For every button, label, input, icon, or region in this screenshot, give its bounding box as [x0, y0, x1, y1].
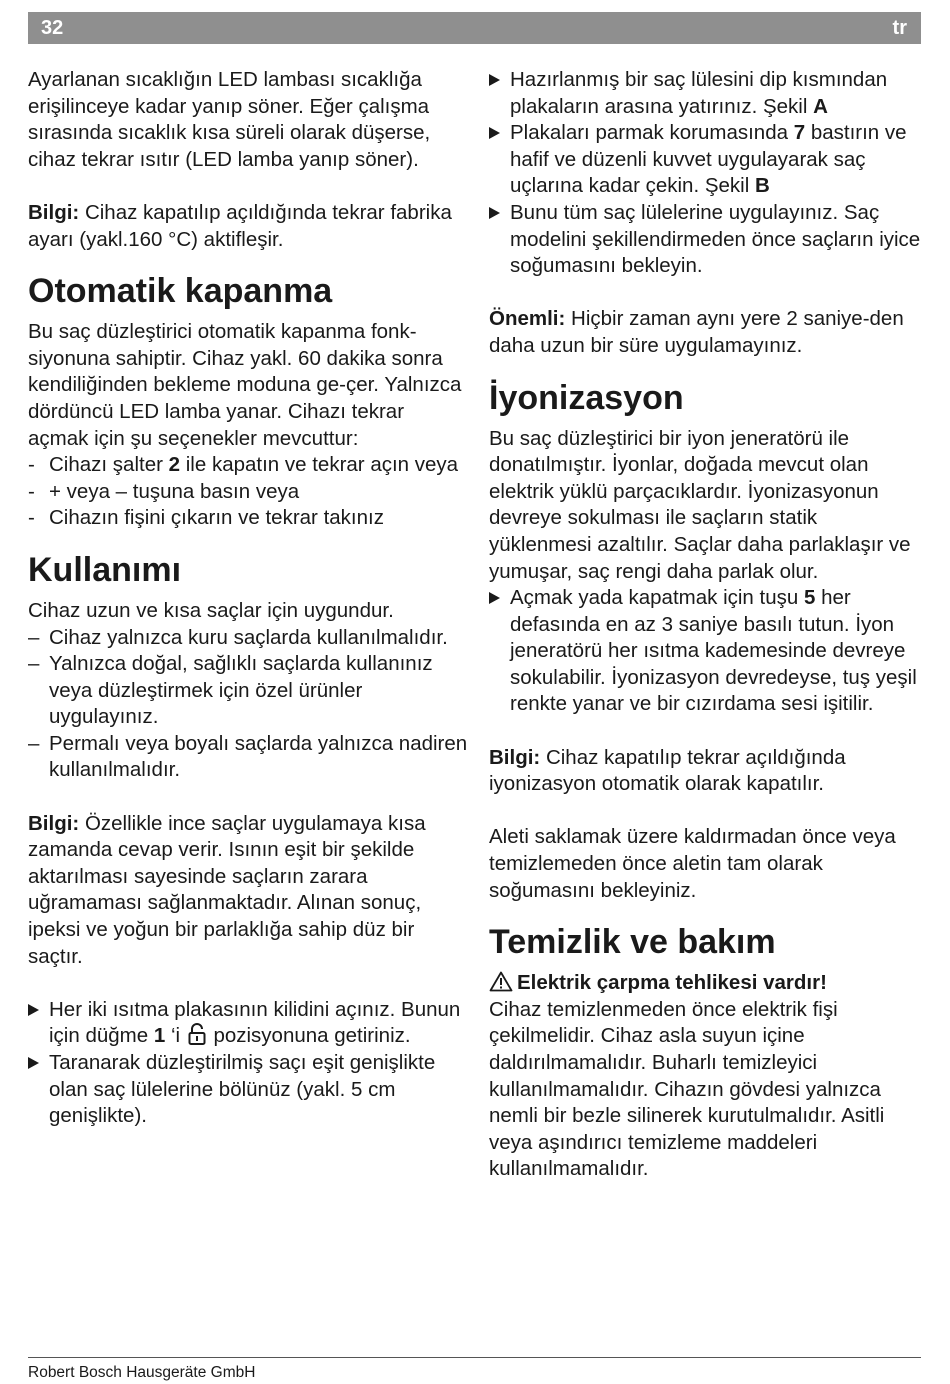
instruction-step	[489, 585, 921, 718]
list-text: Cihaz yalnızca kuru saçlarda kullanılmalıdır.	[49, 625, 448, 649]
step-text: Her iki ısıtma plakasının kilidini açınız. Bunun için düğme	[49, 997, 461, 1048]
triangle-bullet-icon	[489, 207, 500, 219]
list-item	[28, 479, 468, 506]
step-text: Taranarak düzleştirilmiş saçı eşit genişlikte olan saç lülelerine bölünüz (yakl. 5 cm genişlikte).	[49, 1051, 436, 1128]
figure-ref: A	[813, 94, 828, 118]
important-note	[489, 306, 921, 359]
instruction-step	[28, 1050, 468, 1130]
important-text: Hiçbir zaman aynı yere 2 saniye-den daha uzun bir süre uygulamayınız.	[489, 307, 904, 357]
step-text: bastırın ve hafif ve düzenli kuvvet uygulayarak saç uçlarına kadar çekin. Şekil	[510, 121, 907, 198]
auto-off-paragraph: Bu saç düzleştirici otomatik kapanma fonk-siyonuna sahiptir. Cihaz yakl. 60 dakika sonra kendiliğinden bekleme moduna ge-çer. Yalnızca dördüncü LED lamba yanar. Cihazı tekrar açmak için şu seçenekler mevcuttur:	[28, 320, 462, 450]
footer-divider	[28, 1357, 921, 1358]
list-item	[28, 505, 468, 532]
ionization-paragraph: Bu saç düzleştirici bir iyon jeneratörü ile donatılmıştır. İyonlar, doğada mevcut olan elektrik yüklü parçacıklardır. İyonizasyonun devreye sokulması ile saçların statik yüklenmesi azaltılır. Saçlar daha parlaklaşır ve yumuşar, saç rengi daha parlak olur.	[489, 426, 911, 583]
cleaning-paragraph: Cihaz temizlenmeden önce elektrik fişi çekilmelidir. Cihaz asla suyun içine daldırılmamalıdır. Buharlı temizleyici kullanılmamalıdır. Cihazın gövdesi yalnızca nemli bir bezle silinerek kurutulmalıdır. Asitli veya aşındırıcı temizleme maddeleri kullanılmamalıdır.	[489, 997, 885, 1181]
heading-ionization: İyonizasyon	[489, 378, 684, 417]
dash-marker: -	[28, 453, 35, 477]
step-text: pozisyonuna getiriniz.	[207, 1024, 411, 1048]
intro-paragraph: Ayarlanan sıcaklığın LED lambası sıcaklığa erişilinceye kadar yanıp söner. Eğer çalışma sırasında sıcaklık kısa süreli olarak düşerse, cihaz tekrar ısıtır (LED lamba yanıp söner).	[28, 68, 431, 171]
triangle-bullet-icon	[28, 1004, 39, 1016]
step-text: Plakaları parmak korumasında	[510, 121, 794, 145]
warning-line	[489, 970, 921, 997]
list-item	[28, 625, 468, 652]
instruction-step	[489, 67, 921, 120]
list-text: Cihazı şalter	[49, 453, 169, 477]
step-text: ‘i	[165, 1024, 186, 1048]
footer-company: Robert Bosch Hausgeräte GmbH	[28, 1364, 256, 1381]
info-label: Bilgi:	[28, 200, 80, 224]
info-text: Cihaz kapatılıp tekrar açıldığında iyonizasyon otomatik olarak kapatılır.	[489, 745, 846, 796]
triangle-bullet-icon	[489, 74, 500, 86]
dash-marker: –	[28, 731, 40, 755]
list-text: Cihazın fişini çıkarın ve tekrar takınız	[49, 506, 384, 530]
instruction-step	[28, 997, 468, 1050]
unlock-icon	[188, 1023, 206, 1045]
warning-triangle-icon	[489, 971, 513, 992]
switch-number: 2	[168, 453, 181, 477]
page-number: 32	[41, 17, 64, 39]
dash-marker: -	[28, 479, 35, 503]
info-text: Özellikle ince saçlar uygulamaya kısa zamanda cevap verir. Isının eşit bir şekilde aktarılması sayesinde saçların zarara uğramaması sağlanmaktadır. Alınan sonuç, ipeksi ve yoğun bir parlaklığa sahip düz bir saçtır.	[28, 811, 426, 968]
list-item	[28, 731, 468, 784]
dash-marker: -	[28, 506, 35, 530]
language-code: tr	[892, 17, 907, 39]
storage-paragraph: Aleti saklamak üzere kaldırmadan önce veya temizlemeden önce aletin tam olarak soğumasını bekleyiniz.	[489, 825, 896, 902]
info-note	[489, 745, 921, 798]
figure-ref: B	[754, 174, 770, 198]
triangle-bullet-icon	[489, 127, 500, 139]
step-text: Açmak yada kapatmak için tuşu	[510, 586, 804, 610]
dash-marker: –	[28, 625, 40, 649]
info-label: Bilgi:	[489, 745, 541, 769]
button-number: 1	[153, 1024, 166, 1048]
right-column	[489, 67, 921, 1183]
instruction-step	[489, 200, 921, 280]
left-column	[28, 67, 468, 1130]
usage-paragraph: Cihaz uzun ve kısa saçlar için uygundur.	[28, 598, 394, 622]
instruction-step	[489, 120, 921, 200]
list-text: + veya – tuşuna basın veya	[49, 479, 300, 503]
heading-usage: Kullanımı	[28, 550, 182, 589]
warning-text: Elektrik çarpma tehlikesi vardır!	[517, 971, 827, 995]
list-text: Permalı veya boyalı saçlarda yalnızca nadiren kullanılmalıdır.	[49, 731, 468, 782]
info-label: Bilgi:	[28, 811, 80, 835]
list-item	[28, 452, 468, 479]
page-header	[28, 12, 921, 44]
step-text: Bunu tüm saç lülelerine uygulayınız. Saç modelini şekillendirmeden önce saçların iyice soğumasını bekleyin.	[510, 200, 921, 278]
dash-marker: –	[28, 652, 40, 676]
heading-auto-off: Otomatik kapanma	[28, 272, 333, 311]
info-note	[28, 200, 468, 253]
triangle-bullet-icon	[28, 1057, 39, 1069]
triangle-bullet-icon	[489, 592, 500, 604]
info-note	[28, 811, 468, 971]
part-number: 7	[793, 121, 806, 145]
list-item	[28, 651, 468, 731]
list-text: ile kapatın ve tekrar açın veya	[180, 453, 459, 477]
list-text: Yalnızca doğal, sağlıklı saçlarda kullanınız veya düzleştirmek için özel ürünler uygulayınız.	[49, 652, 433, 729]
step-text: Hazırlanmış bir saç lülesini dip kısmından plakaların arasına yatırınız. Şekil	[510, 68, 888, 118]
important-label: Önemli:	[489, 307, 566, 331]
info-text: Cihaz kapatılıp açıldığında tekrar fabrika ayarı (yakl.160 °C) aktifleşir.	[28, 200, 452, 251]
step-text: her defasında en az 3 saniye basılı tutun. İyon jeneratörü her ısıtma kademesinde devreye sokulabilir. İyonizasyon devredeyse, tuş yeşil renkte yanar ve bir cızırdama sesi işitilir.	[510, 586, 917, 716]
button-number: 5	[803, 586, 816, 610]
heading-cleaning: Temizlik ve bakım	[489, 923, 776, 962]
